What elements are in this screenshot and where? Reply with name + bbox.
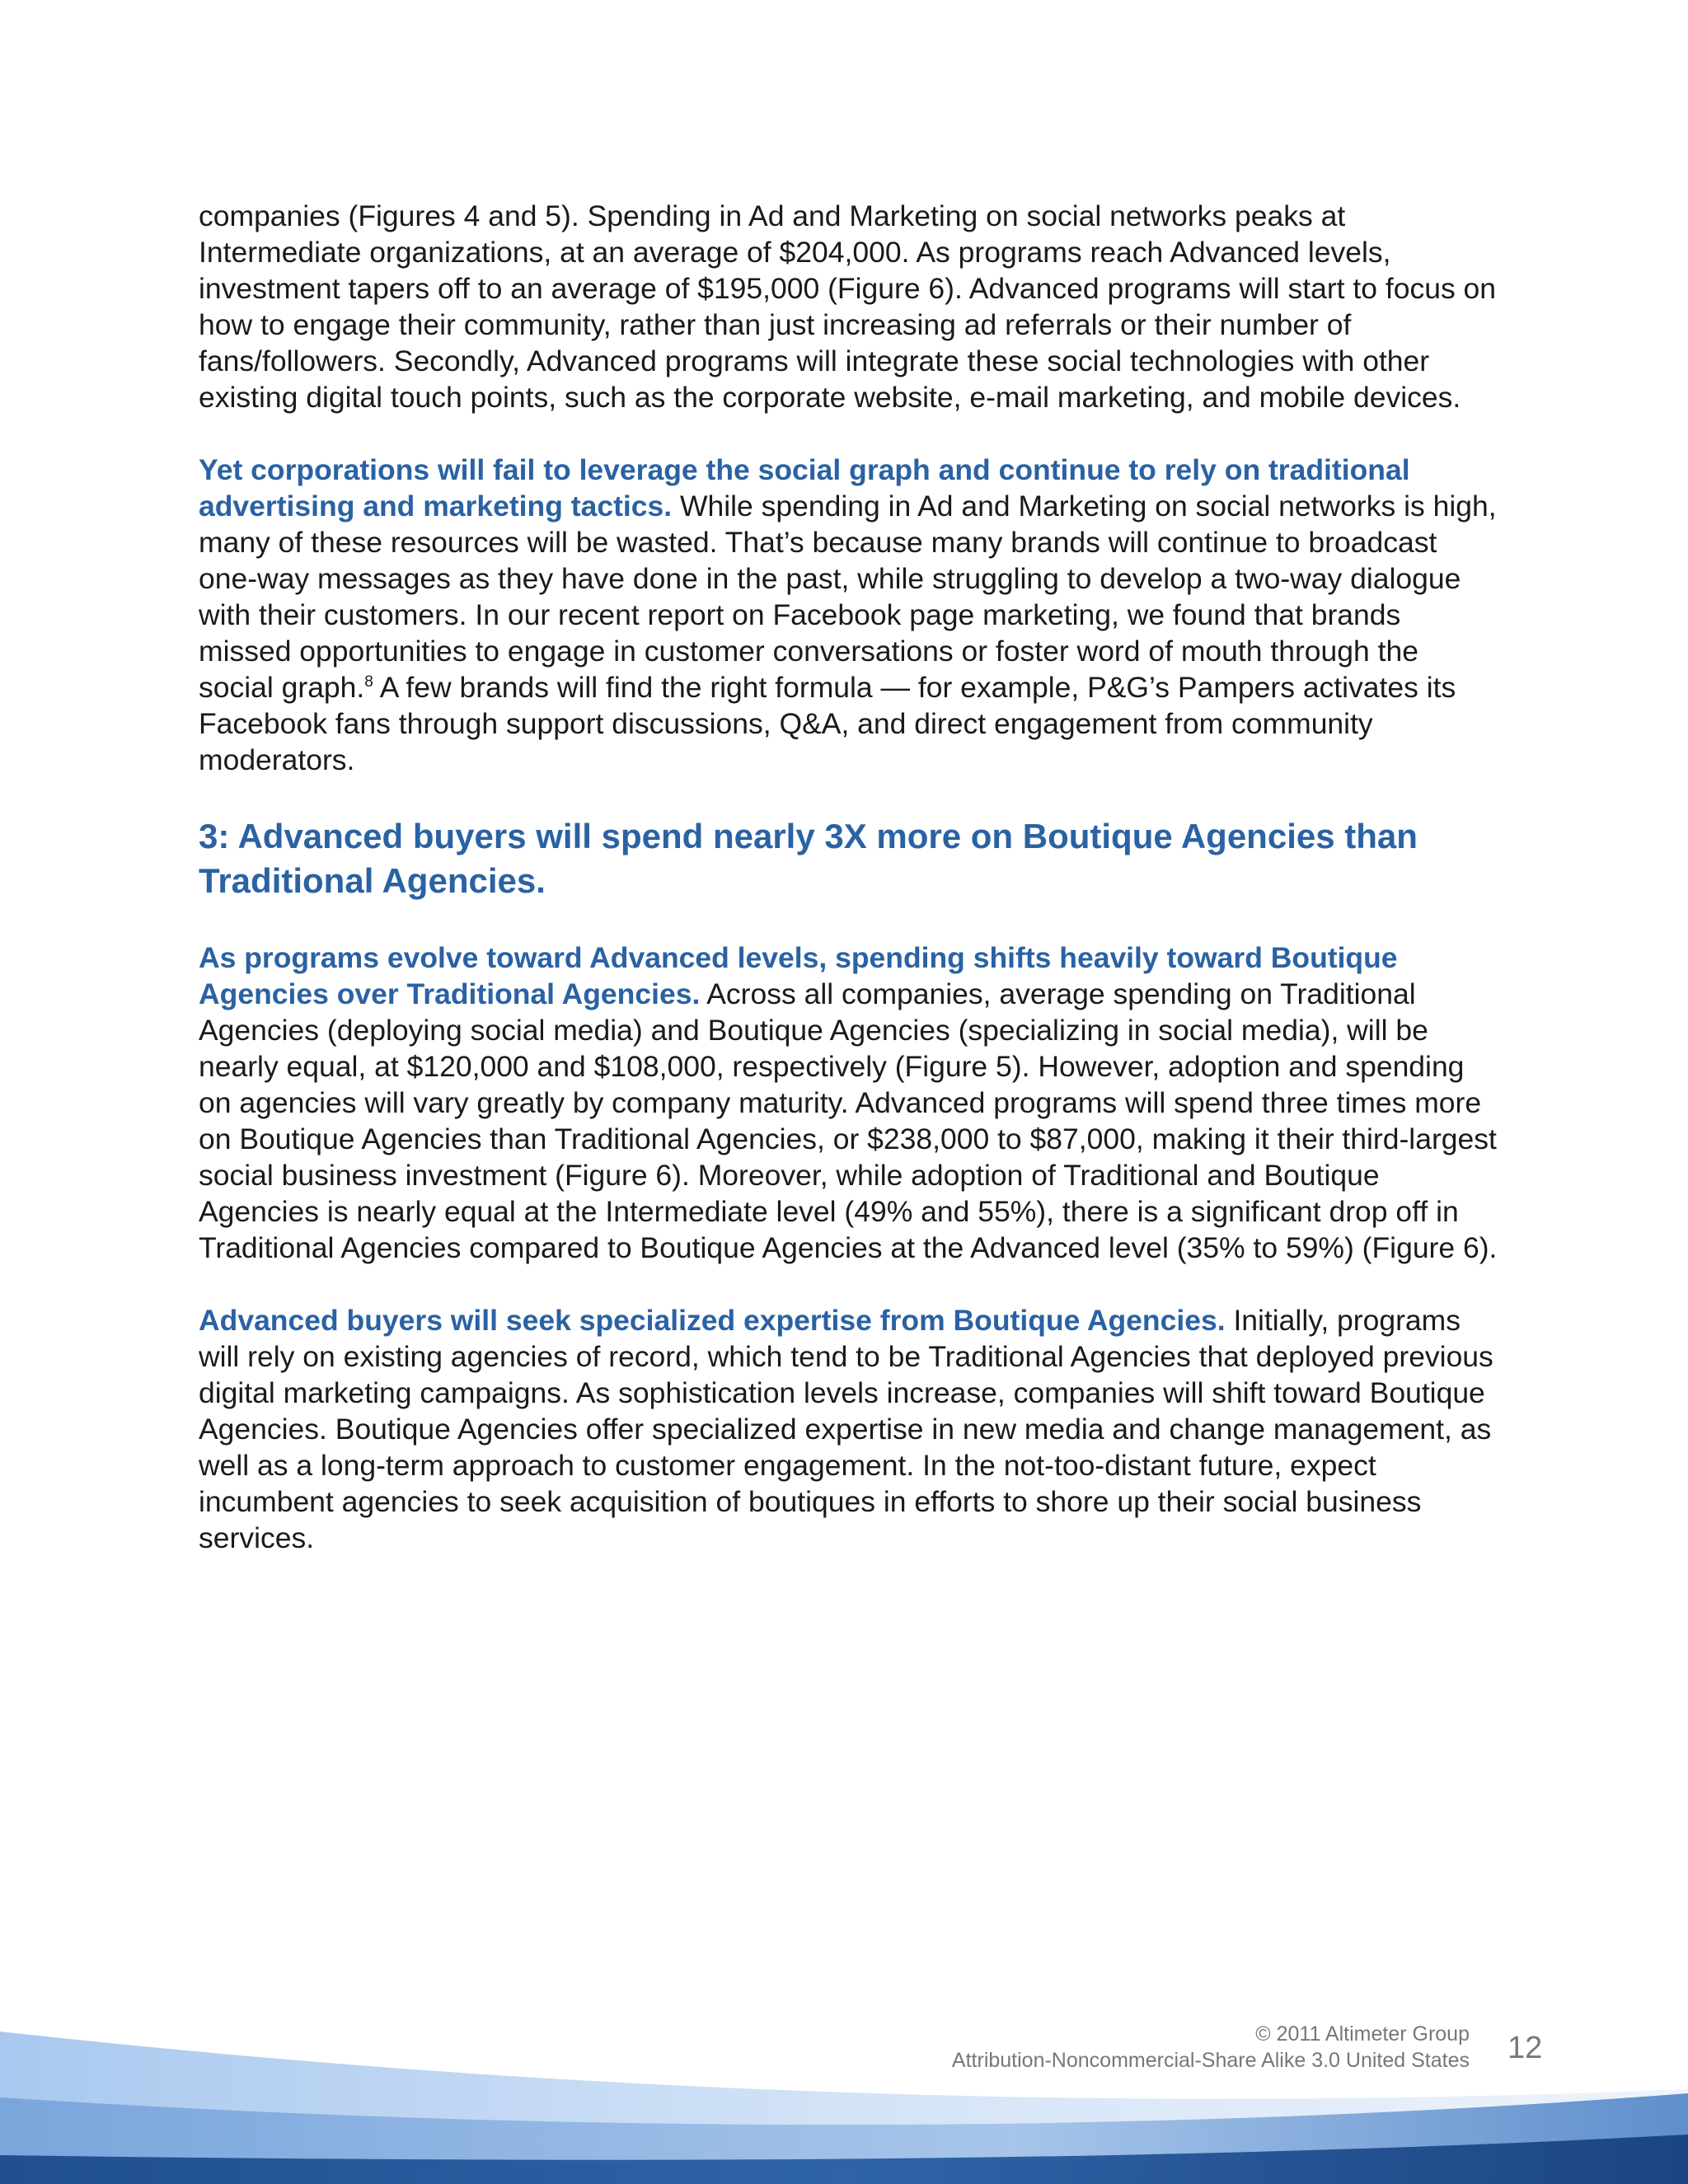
paragraph-3-lead: As programs evolve toward Advanced levels, spending shifts heavily toward Boutique Agencies over Traditional Agencies. [199,941,1398,1010]
body-text [199,198,1501,1592]
copyright-line: © 2011 Altimeter Group [1255,2022,1470,2046]
paragraph-1-text: companies (Figures 4 and 5). Spending in Ad and Marketing on social networks peaks at Intermediate organizations, at an average of $204,000. As programs reach Advanced levels, investment tapers off to an average of $195,000 (Figure 6). Advanced programs will start to focus on how to engage their community, rather than just increasing ad referrals or their number of fans/followers. Secondly, Advanced programs will integrate these social technologies with other existing digital touch points, such as the corporate website, e-mail marketing, and mobile devices. [199,199,1497,414]
license-line: Attribution-Noncommercial-Share Alike 3.0 United States [951,2049,1470,2072]
paragraph-1 [199,198,1501,415]
paragraph-4-text: Initially, programs will rely on existing agencies of record, which tend to be Traditional Agencies that deployed previous digital marketing campaigns. As sophistication levels increase, companies will shift toward Boutique Agencies. Boutique Agencies offer specialized expertise in new media and change management, as well as a long-term approach to customer engagement. In the not-too-distant future, expect incumbent agencies to seek acquisition of boutiques in efforts to shore up their social business services. [199,1304,1493,1554]
paragraph-2-lead: Yet corporations will fail to leverage the social graph and continue to rely on traditional advertising and marketing tactics. [199,453,1410,523]
paragraph-2-text-continued: A few brands will find the right formula — for example, P&G’s Pampers activates its Facebook fans through support discussions, Q&A, and direct engagement from community moderators. [199,671,1456,776]
footnote-marker: 8 [364,673,373,691]
footer-copyright [952,2021,1470,2074]
paragraph-3 [199,940,1501,1266]
paragraph-3-text: Across all companies, average spending on Traditional Agencies (deploying social media) and Boutique Agencies (specializing in social media), will be nearly equal, at $120,000 and $108,000, respectively (Figure 5). However, adoption and spending on agencies will vary greatly by company maturity. Advanced programs will spend three times more on Boutique Agencies than Traditional Agencies, or $238,000 to $87,000, making it their third-largest social business investment (Figure 6). Moreover, while adoption of Traditional and Boutique Agencies is nearly equal at the Intermediate level (49% and 55%), there is a significant drop off in Traditional Agencies compared to Boutique Agencies at the Advanced level (35% to 59%) (Figure 6). [199,977,1498,1264]
paragraph-4 [199,1302,1501,1556]
paragraph-2 [199,452,1501,778]
page-number: 12 [1507,2031,1543,2065]
paragraph-4-lead: Advanced buyers will seek specialized expertise from Boutique Agencies. [199,1304,1226,1337]
section-heading: 3: Advanced buyers will spend nearly 3X more on Boutique Agencies than Traditional Agencies. [199,817,1418,900]
paragraph-2-text: While spending in Ad and Marketing on social networks is high, many of these resources will be wasted. That’s because many brands will continue to broadcast one-way messages as they have done in the past, while struggling to develop a two-way dialogue with their customers. In our recent report on Facebook page marketing, we found that brands missed opportunities to engage in customer conversations or foster word of mouth through the social graph. [199,490,1497,704]
